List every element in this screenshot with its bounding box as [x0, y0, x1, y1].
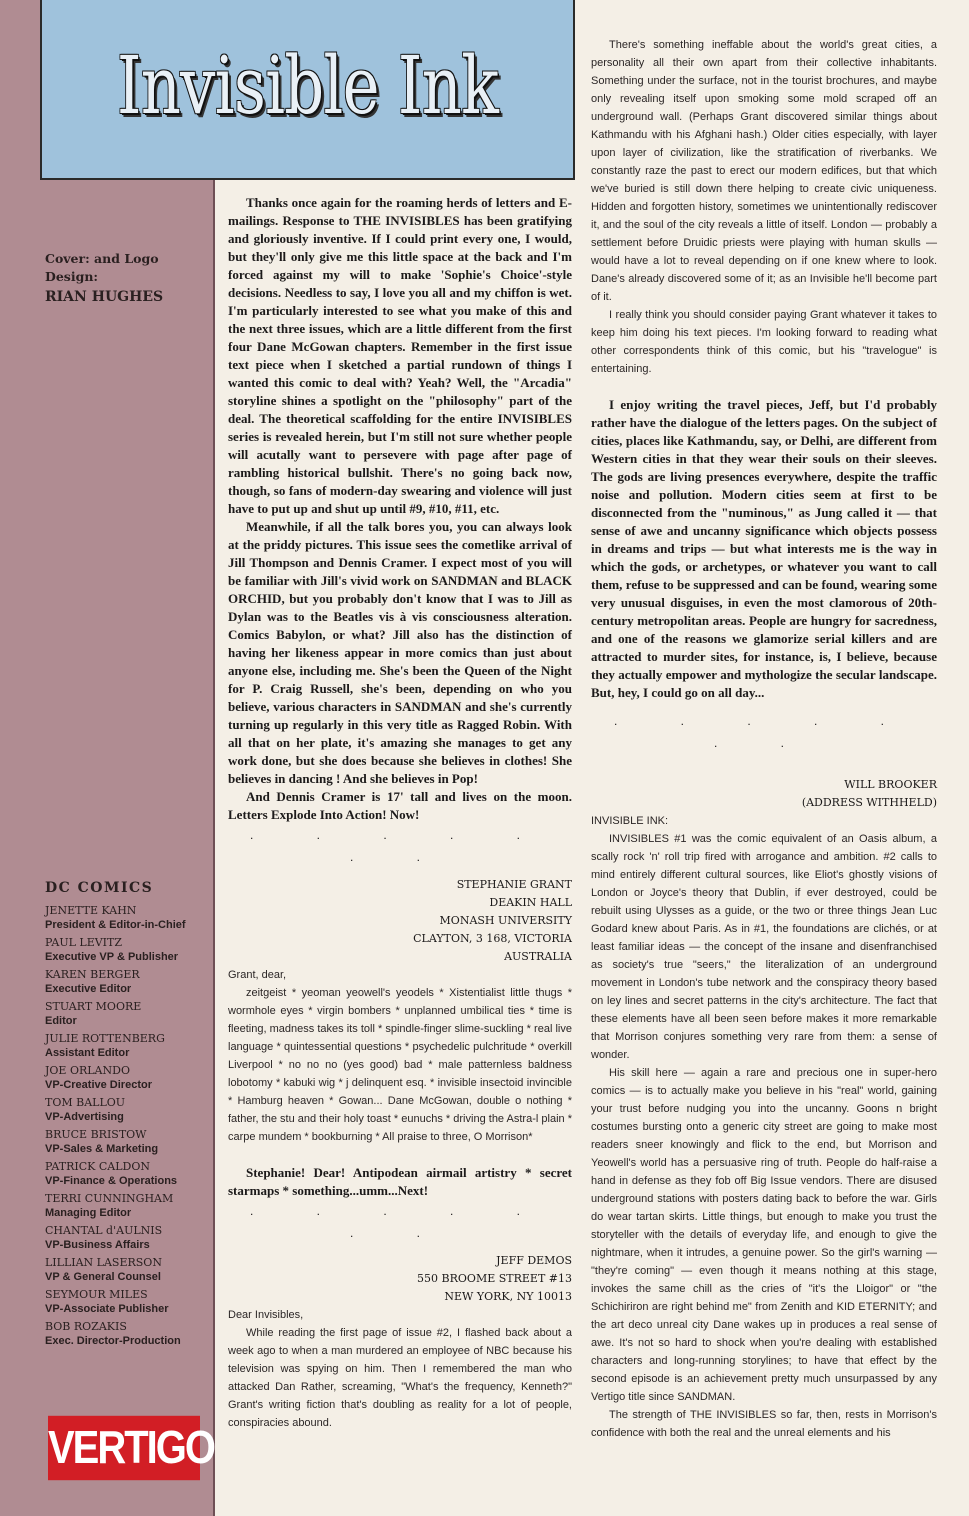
separator-dots: . . . . . . . [249, 1204, 550, 1240]
cover-credit [45, 250, 210, 306]
signature-line: STEPHANIE GRANT [456, 878, 572, 891]
staff-entry [45, 1032, 213, 1060]
staff-name: PAUL LEVITZ [45, 936, 123, 949]
editorial-paragraph: Meanwhile, if all the talk bores you, you can always look at the priddy pictures. This issue sees the cometlike arrival of Jill Thompson and Dennis Cramer. I expect most of you will be familiar with Jill's vivid work on SANDMAN and BLACK ORCHID, but you probably don't know that I was to Jill as Dylan was to the Beatles vis à vis consciousness alteration. Comics Babylon, or what? Jill also has the distinction of having her likeness appear in more comics than just about anyone else, including me. She's been the Queen of the Night for P. Craig Russell, she's been, depending on who you believe, various characters in SANDMAN and she's currently turning up regularly in this very title as Ragged Robin. With all that on her plate, it's amazing she manages to get any work done, but she does because she believes in clothes! She believes in dancing ! And she believes in Pop! [228, 519, 572, 786]
staff-entry [45, 1192, 213, 1220]
staff-entry [45, 1000, 213, 1028]
editorial-paragraph: And Dennis Cramer is 17' tall and lives on the moon. Letters Explode Into Action! Now! [228, 789, 572, 822]
staff-entry [45, 968, 213, 996]
staff-title: VP & General Counsel [45, 1271, 161, 1283]
signature-line: WILL BROOKER [844, 778, 937, 791]
title-banner [40, 0, 575, 180]
staff-name: LILLIAN LASERSON [45, 1256, 162, 1269]
staff-title: VP-Business Affairs [45, 1239, 150, 1251]
letter-body: INVISIBLES #1 was the comic equivalent of an Oasis album, a scally rock 'n' roll trip fired with arrogance and ambition. #2 calls to mind entirely different cultural sources, like Eliot's ghostly visions of London or Joyce's theory that Dublin, if ever destroyed, could be rebuilt using Ulysses as a guide, or the two or three things Jean Luc Godard knew about Paris. As in #1, the foundations are clichés, or at least familiar ideas — the concept of the insane and disenfranchised as society's true "seers," the literalization of an underground movement in London's tube network and the conspiracy theory based on ley lines and secret patterns in the city's architecture. The fact that these elements have all been seen before makes it more remarkable that Morrison conjures something very rare from them: a sense of wonder. [591, 833, 937, 1061]
staff-name: TOM BALLOU [45, 1096, 126, 1109]
signature-line: NEW YORK, NY 10013 [444, 1290, 572, 1303]
staff-name: JOE ORLANDO [45, 1064, 130, 1077]
letter-body: While reading the first page of issue #2, I flashed back about a week ago to when a man murdered an employee of NBC because his television was spying on him. Then I remembered the man who attacked Dan Rather, screaming, "What's the frequency, Kenneth?" Grant's writing fiction that's doubling as reality for a lot of people, conspiracies abound. [228, 1327, 572, 1429]
dc-comics-staff [45, 880, 213, 1352]
staff-title: Exec. Director-Production [45, 1335, 181, 1347]
signature-line: JEFF DEMOS [496, 1254, 572, 1267]
letter-salutation: Grant, dear, [228, 969, 287, 981]
editorial-paragraph: Thanks once again for the roaming herds of letters and E-mailings. Response to THE INVISIBLES has been gratifying and gloriously inventive. If I could print every one, I would, but they'll only give me this little space at the back and I'm forced against my will to make 'Sophie's Choice'-style decisions. Needless to say, I love you all and my chiffon is wet. I'm particularly interested to see what you make of this and the next three issues, which are a little different from the first four Dane McGowan chapters. Remember in the first issue text piece when I sketched a partial rundown of things I wanted this comic to deal with? Yeah? Well, the "Arcadia" storyline shines a spotlight on the "philosophy" part of the deal. The theoretical scaffolding for the entire INVISIBLES series is revealed herein, but I'm still not sure whether people will acutally want to persevere with page after page of rambling historical bullshit. There's no going back now, though, so fans of modern-day swearing and violence will just have to put up and shut up until #9, #10, #11, etc. [228, 195, 572, 516]
staff-entry [45, 1160, 213, 1188]
staff-title: VP-Sales & Marketing [45, 1143, 159, 1155]
staff-title: VP-Advertising [45, 1111, 124, 1123]
editor-reply: Stephanie! Dear! Antipodean airmail artistry * secret starmaps * something...umm...Next! [228, 1165, 572, 1198]
dc-heading: DC COMICS [45, 880, 154, 896]
letter-body: There's something ineffable about the world's great cities, a personality all their own apart from their collective inhabitants. Something under the surface, not in the tourist brochures, and maybe only revealing itself upon smoking some mold scraped off an underground wall. (Perhaps Grant discovered similar things about Kathmandu with his Afghani hash.) Older cities especially, with layer upon layer of civilization, like the stratification of riverbanks. We constantly raze the past to erect our modern edifices, but that which we've buried is still down there helping to create civic uniqueness. Hidden and forgotten history, sometimes we unintentionally rediscover it, and the soul of the city reveals a little of itself. London — probably a settlement before Druidic priests were playing with human skulls —would have a lot to reveal depending on if one knew where to look. Dane's already discovered some of it; as an Invisible he'll become part of it. [591, 39, 937, 303]
staff-name: JENETTE KAHN [45, 904, 137, 917]
staff-name: SEYMOUR MILES [45, 1288, 148, 1301]
staff-title: Editor [45, 1015, 77, 1027]
letter-body: I really think you should consider paying Grant whatever it takes to keep him doing his text pieces. I'm looking forward to reading what other correspondents think of this comic, but his "travelogue" is entertaining. [591, 309, 937, 375]
staff-title: Executive Editor [45, 983, 132, 995]
staff-name: TERRI CUNNINGHAM [45, 1192, 174, 1205]
column-left [228, 194, 572, 1432]
staff-entry [45, 1288, 213, 1316]
staff-entry [45, 936, 213, 964]
separator-dots: . . . . . . . [613, 714, 914, 750]
staff-name: STUART MOORE [45, 1000, 142, 1013]
separator-dots: . . . . . . . [249, 828, 550, 864]
page-title: Invisible Ink [116, 39, 499, 132]
letter-salutation: Dear Invisibles, [228, 1309, 304, 1321]
letter-salutation: INVISIBLE INK: [591, 815, 669, 827]
staff-title: Managing Editor [45, 1207, 132, 1219]
staff-entry [45, 1256, 213, 1284]
staff-title: VP-Finance & Operations [45, 1175, 178, 1187]
signature-line: CLAYTON, 3 168, VICTORIA [413, 932, 572, 945]
staff-title: VP-Associate Publisher [45, 1303, 169, 1315]
cover-credit-label-2: Design: [45, 269, 99, 284]
column-right [591, 36, 937, 1442]
signature-line: (ADDRESS WITHHELD) [801, 796, 937, 809]
staff-title: Assistant Editor [45, 1047, 130, 1059]
staff-entry [45, 1096, 213, 1124]
staff-name: CHANTAL d'AULNIS [45, 1224, 163, 1237]
signature-line: DEAKIN HALL [489, 896, 572, 909]
staff-name: PATRICK CALDON [45, 1160, 150, 1173]
staff-name: JULIE ROTTENBERG [45, 1032, 165, 1045]
staff-entry [45, 1320, 213, 1348]
letter-body: His skill here — again a rare and precious one in super-hero comics — is to actually make you believe in his "real" world, gaining your trust before nudging you into the uncanny. Goons n bright costumes bursting onto a generic city street are going to make most readers sneer knowingly and flick to the end, but Morrison and Yeowell's world has a persuasive ring of truth. People do half-raise a hand in defense as they fob off Big Issue vendors. There are disused underground stations with posters dating back to before the war. Girls do wear tartan skirts. Little things, but enough to make you trust the storyteller with the details of everyday life, and enough to give the nightmare, when it intrudes, a genuine power. So the girl's warning — "they're coming" — even though it means nothing at this stage, invokes the same chill as the cries of "it's the Lloigor" or "the Schichiriron are right behind me" from Zenith and KID ETERNITY; and the art deco unreal city Dane wakes up in produces a real sense of awe. It's not so hard to shock when you're dealing with established characters and long-running storylines; to have that effect by the second episode is an achievement pretty much unsurpassed by any Vertigo title since SANDMAN. [591, 1067, 937, 1403]
signature-line: MONASH UNIVERSITY [439, 914, 572, 927]
staff-title: Executive VP & Publisher [45, 951, 179, 963]
signature-line: AUSTRALIA [504, 950, 572, 963]
staff-entry [45, 904, 213, 932]
staff-entry [45, 1224, 213, 1252]
editor-reply: I enjoy writing the travel pieces, Jeff, but I'd probably rather have the dialogue of the letters pages. On the subject of cities, places like Kathmandu, say, or Delhi, are different from Western cities in that they wear their souls on their sleeves. The gods are living presences everywhere, despite the traffic noise and pollution. Modern cities seem at first to be disconnected from the "numinous," as Jung called it — that sense of awe and uncanny significance which objects possess in dreams and trips — but what interests me is the way in which the gods, or archetypes, or whatever you want to call them, refuse to be suppressed and can be found, wearing some very unusual disguises, in even the most clamorous of 20th-century metropolitan areas. People are hungry for sacredness, and one of the reasons we glamorize serial killers and are attracted to murder sites, for instance, is, I believe, because they actually empower and mythologize the secular landscape. But, hey, I could go on all day... [591, 397, 937, 700]
cover-credit-label: Cover: and Logo [45, 251, 159, 266]
staff-name: BRUCE BRISTOW [45, 1128, 147, 1141]
sidebar [0, 0, 215, 1516]
signature-line: 550 BROOME STREET #13 [417, 1272, 572, 1285]
letter-body: zeitgeist * yeoman yeowell's yeodels * Xistentialist little thugs * wormhole eyes * virgin bombers * unplanned umbilical ties * time is fleeting, madness takes its toll * spindle-finger slime-suckling * real live language * quintessential questions * psychedelic pulchritude * overkill Liverpool * no no no (yes good) bad * male patternless baldness lobotomy * kabuki wig * j delinquent esq. * invisible insectoid invincible * Hamburg heaven * Gowan... Dane McGowan, double o nothing * father, the stu and their holy toast * eunuchs * driving the Astra-l plain * carpe mundem * bookburning * All praise to three, O Morrison* [228, 987, 572, 1143]
staff-title: VP-Creative Director [45, 1079, 152, 1091]
staff-entry [45, 1064, 213, 1092]
letter-body: The strength of THE INVISIBLES so far, then, rests in Morrison's confidence with both the real and the unreal elements and his [591, 1409, 937, 1439]
staff-entry [45, 1128, 213, 1156]
cover-credit-name: RIAN HUGHES [45, 289, 164, 305]
vertigo-logo: VERTIGO [48, 1416, 200, 1480]
staff-title: President & Editor-in-Chief [45, 919, 186, 931]
staff-name: BOB ROZAKIS [45, 1320, 127, 1333]
staff-name: KAREN BERGER [45, 968, 140, 981]
